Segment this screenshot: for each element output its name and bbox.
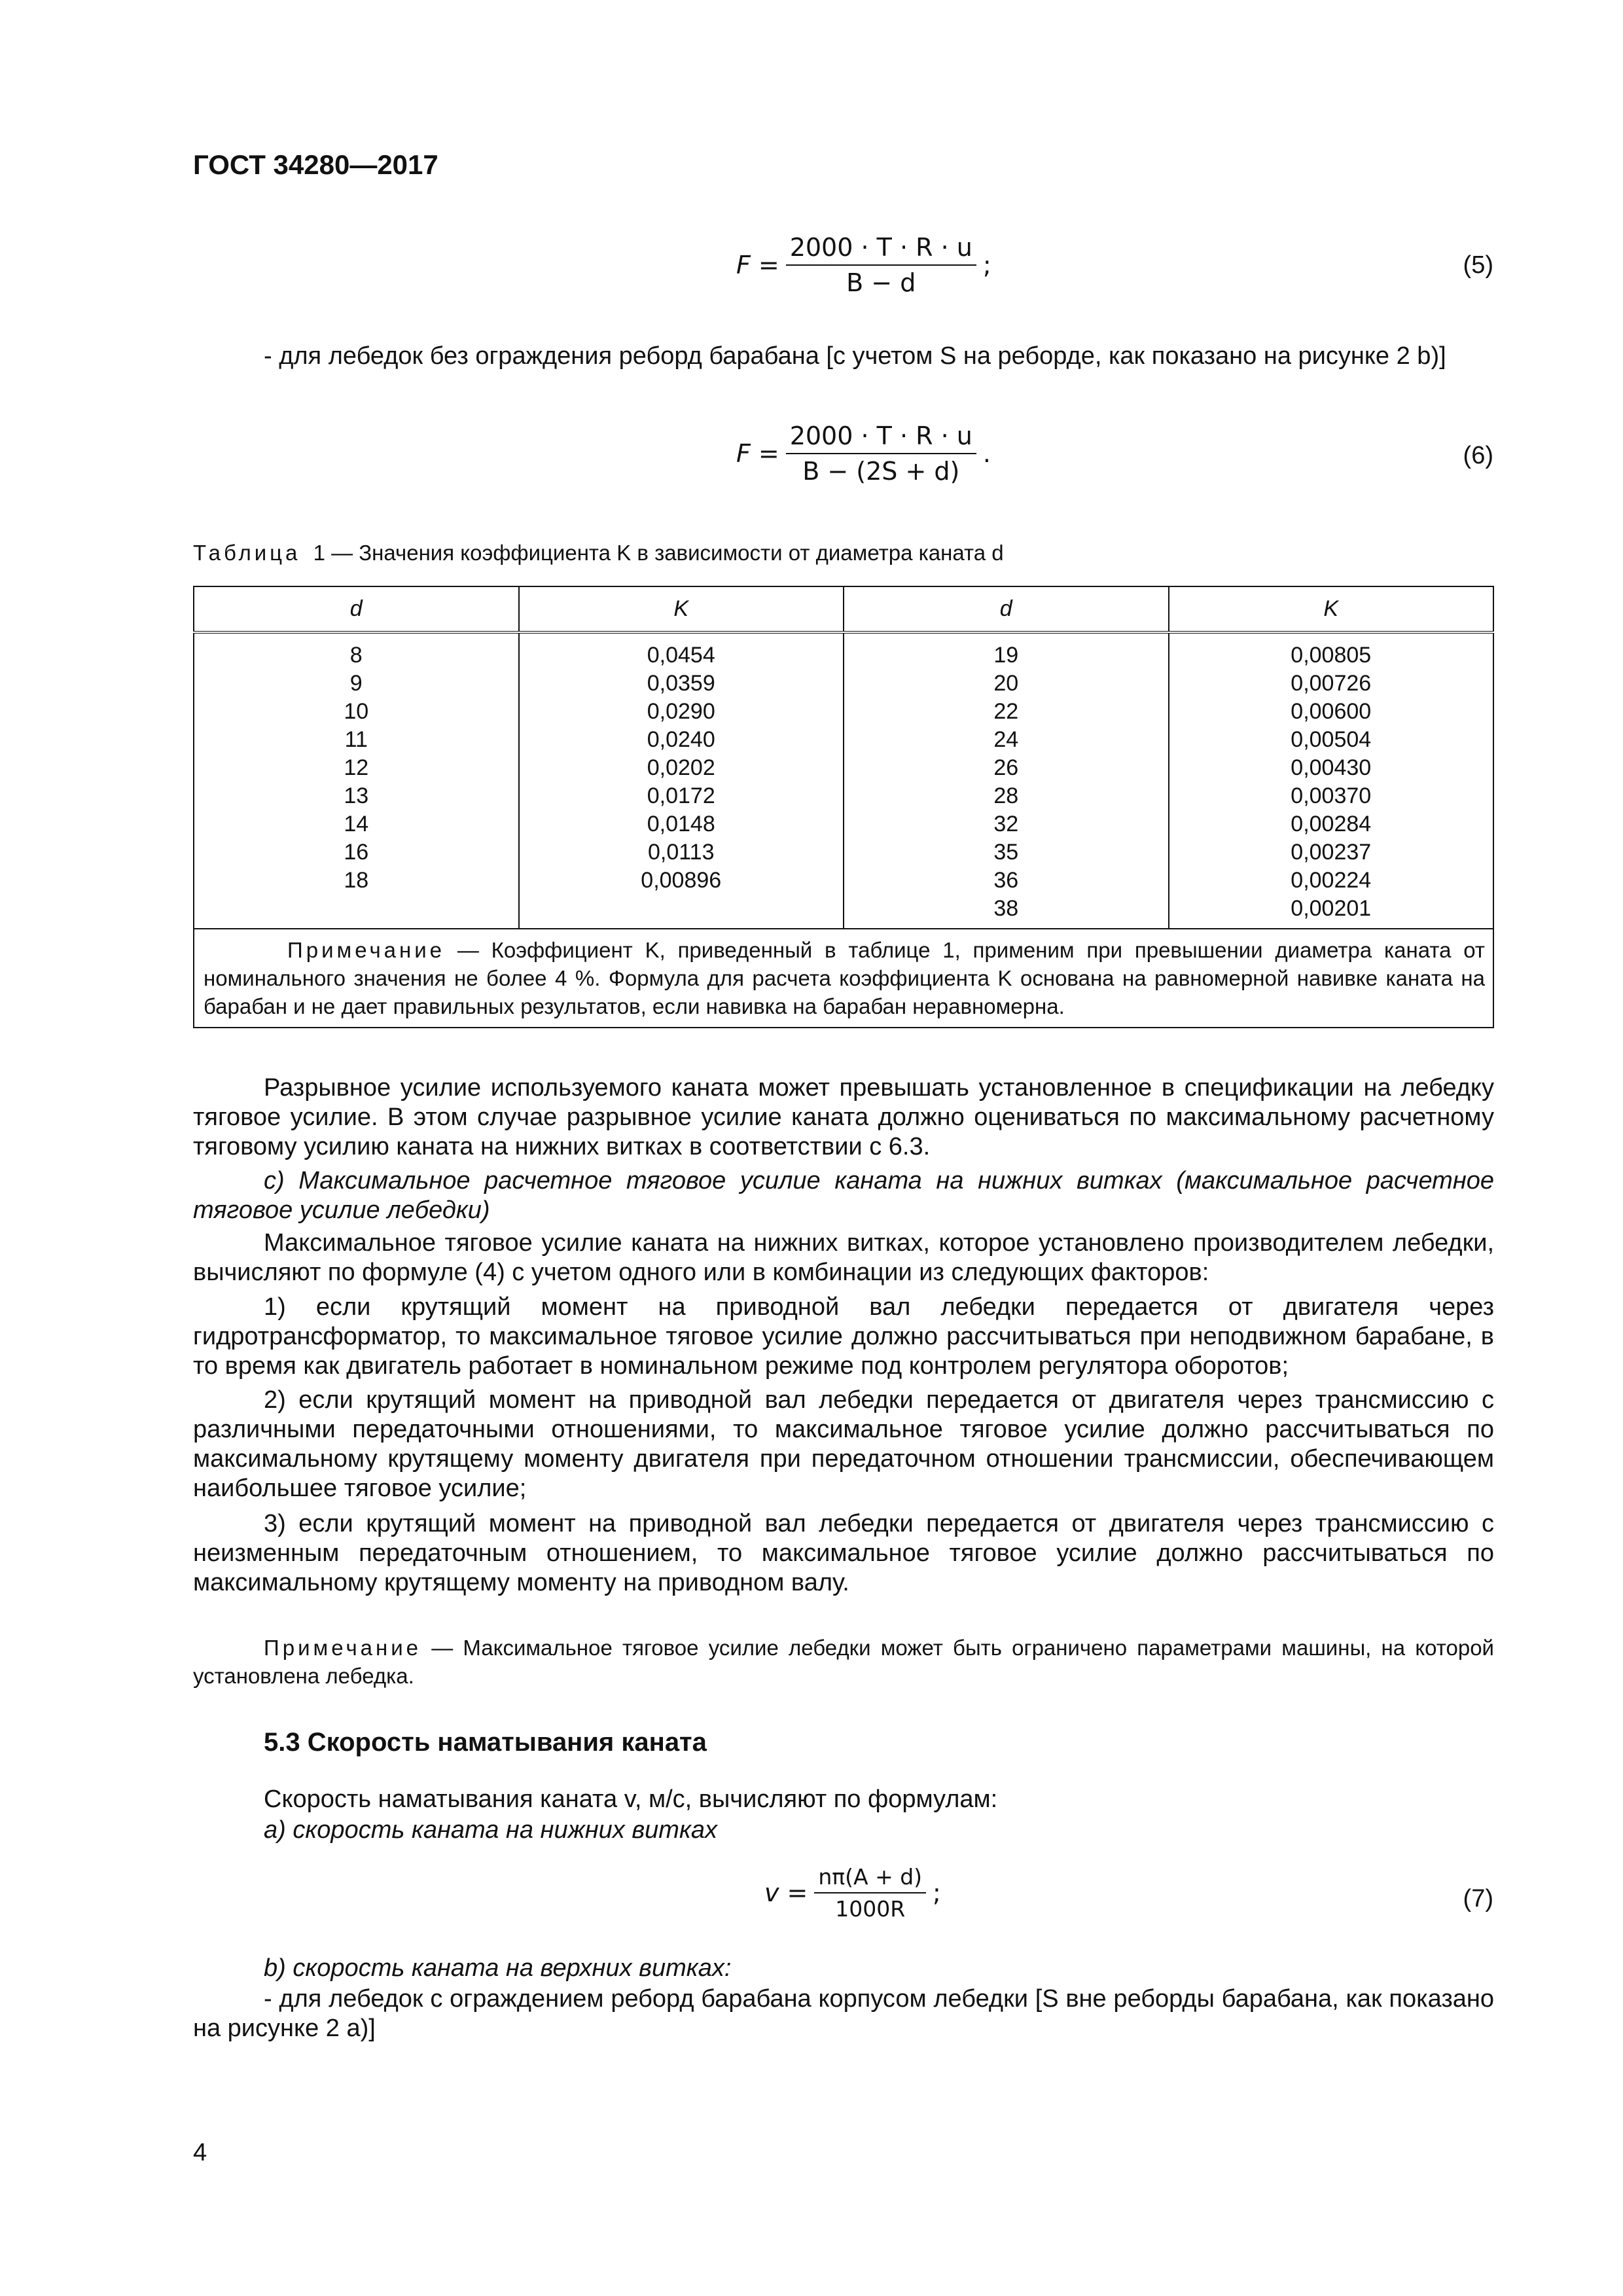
table-note [194,929,1493,1028]
eq6-intro: - для лебедок без ограждения реборд барабана [с учетом S на реборде, как показано на рисунке 2 b)] [264,342,1446,370]
equation-7 [764,1864,941,1922]
eq6-denominator: B − (2S + d) [802,457,960,486]
table-header-row [194,586,1493,632]
header-k-2: K [1169,586,1494,632]
section-paragraph-2-text: a) скорость каната на нижних витках [264,1816,718,1844]
eq5-eq: = [758,251,779,279]
column-d-2: 19 20 22 24 26 28 32 35 36 38 [844,632,1169,929]
header-d-2: d [844,586,1169,632]
section-paragraph-2 [193,1816,1494,1845]
paragraph-factor-3: 3) если крутящий момент на приводной вал лебедки передается от двигателя через трансмиссию с неизменным передаточным отношением, то максимальное тяговое усилие должно рассчитываться по максимальному крутящему моменту на приводном валу. [193,1510,1494,1596]
eq7-lhs: v [764,1878,779,1907]
eq5-numerator: 2000 · T · R · u [786,233,976,266]
equation-6 [736,422,991,486]
table-caption-text: 1 — Значения коэффициента K в зависимости от диаметра каната d [313,541,1004,565]
paragraph-c-heading [193,1166,1494,1225]
eq6-punct: . [982,439,991,468]
equation-5 [736,233,991,297]
paragraph-factor-1: 1) если крутящий момент на приводной вал лебедки передается от двигателя через гидротрансформатор, то максимальное тяговое усилие должно рассчитываться при неподвижном барабане, в то время как двигатель работает в номинальном режиме под контролем регулятора оборотов; [193,1293,1494,1380]
eq6-numerator: 2000 · T · R · u [786,422,976,454]
coefficient-table [193,586,1494,1028]
table-label: Таблица [193,541,301,565]
column-k-2: 0,00805 0,00726 0,00600 0,00504 0,00430 0,00370 0,00284 0,00237 0,00224 0,00201 [1169,632,1494,929]
paragraph-breaking-force: Разрывное усилие используемого каната может превышать установленное в спецификации на лебедку тяговое усилие. В этом случае разрывное усилие каната должно оцениваться по максимальному расчетному тяговому усилию каната на нижних витках в соответствии с 6.3. [193,1074,1494,1160]
section-paragraph-3 [193,1954,1494,1983]
paragraph-factor-2: 2) если крутящий момент на приводной вал лебедки передается от двигателя через трансмиссию с различными передаточными отношениями, то максимальное тяговое усилие должно рассчитываться по максимальному крутящему моменту двигателя при передаточном отношении трансмиссии, обеспечивающем наибольшее тяговое усилие; [193,1386,1494,1502]
column-k-1: 0,0454 0,0359 0,0290 0,0240 0,0202 0,0172 0,0148 0,0113 0,00896 [519,632,844,929]
note2-label: Примечание [264,1636,422,1660]
table-note-label: Примечание [287,938,446,962]
eq7-denominator: 1000R [835,1896,906,1922]
eq5-number: (5) [1463,251,1493,279]
eq7-punct: ; [933,1878,941,1907]
table-note-row [194,929,1493,1028]
note-traction-limit [193,1634,1494,1690]
eq5-fraction [786,233,976,297]
eq6-eq: = [758,439,779,468]
eq6-lhs: F [736,439,751,468]
eq5-denominator: B − d [846,268,916,297]
header-d-1: d [194,586,519,632]
table-caption [193,541,1004,565]
note2-text: — Максимальное тяговое усилие лебедки может быть ограничено параметрами машины, на которой установлена лебедка. [193,1636,1494,1688]
paragraph-c-heading-text: c) Максимальное расчетное тяговое усилие каната на нижних витках (максимальное расчетное тяговое усилие лебедки) [193,1167,1494,1224]
eq5-punct: ; [982,251,991,279]
table-body-row [194,632,1493,929]
eq7-number: (7) [1463,1885,1493,1912]
document-header: ГОСТ 34280—2017 [193,149,438,180]
eq6-fraction [786,422,976,486]
eq7-numerator: nπ(A + d) [814,1864,926,1893]
eq5-lhs: F [736,251,751,279]
paragraph-max-force: Максимальное тяговое усилие каната на нижних витках, которое установлено производителем лебедки, вычисляют по формуле (4) с учетом одного или в комбинации из следующих факторов: [193,1229,1494,1286]
section-paragraph-4: - для лебедок с ограждением реборд барабана корпусом лебедки [S вне реборды барабана, как показано на рисунке 2 a)] [193,1985,1494,2042]
section-paragraph-1: Скорость наматывания каната v, м/с, вычисляют по формулам: [264,1785,998,1813]
section-paragraph-3-text: b) скорость каната на верхних витках: [264,1954,732,1982]
eq7-eq: = [787,1878,808,1907]
eq6-number: (6) [1463,442,1493,469]
eq7-fraction [814,1864,926,1922]
column-d-1: 8 9 10 11 12 13 14 16 18 [194,632,519,929]
page-number: 4 [193,2139,207,2166]
section-title: 5.3 Скорость наматывания каната [264,1728,707,1757]
header-k-1: K [519,586,844,632]
table-note-text: — Коэффициент K, приведенный в таблице 1, применим при превышении диаметра каната от номинального значения не более 4 %. Формула для расчета коэффициента K основана на равномерной навивке каната на барабан и не дает правильных результатов, если навивка на барабан неравномерна. [204,938,1485,1018]
